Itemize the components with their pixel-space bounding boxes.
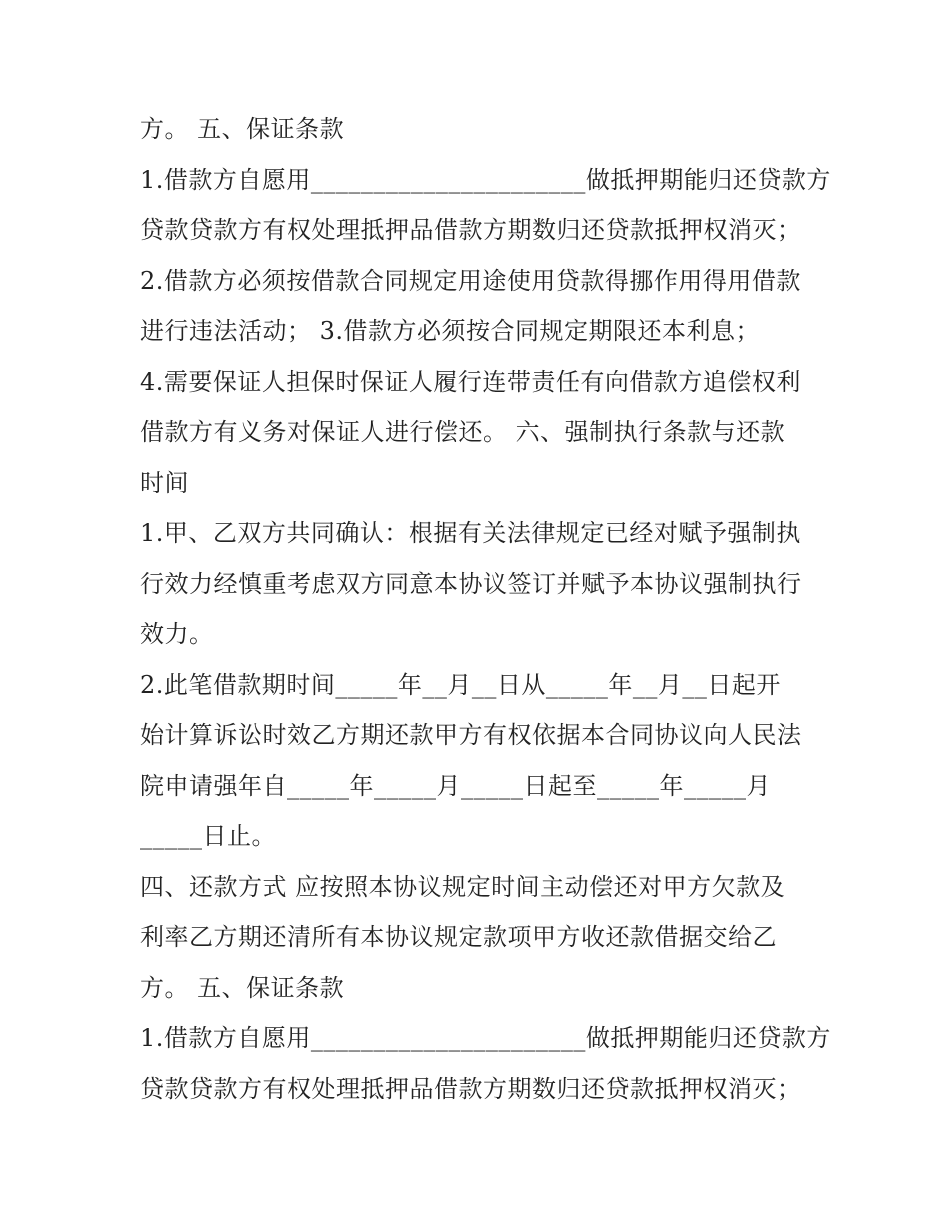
text-line: 贷款贷款方有权处理抵押品借款方期数归还贷款抵押权消灭；: [140, 216, 802, 244]
document-body: [140, 104, 831, 1114]
text-line: 方。 五、保证条款: [140, 973, 345, 1002]
text-line: 1.借款方自愿用______________________做抵押期能归还贷款方: [140, 1024, 831, 1052]
text-line: 4.需要保证人担保时保证人履行连带责任有向借款方追偿权利: [140, 367, 801, 396]
text-line: 行效力经慎重考虑双方同意本协议签订并赋予本协议强制执行: [140, 569, 802, 598]
text-line: 院申请强年自_____年_____月_____日起至_____年_____月: [140, 771, 771, 800]
text-line: _____日止。: [140, 822, 276, 850]
text-line: 借款方有义务对保证人进行偿还。 六、强制执行条款与还款: [140, 418, 786, 446]
text-line: 方。 五、保证条款: [140, 115, 345, 143]
text-line: 效力。: [140, 620, 214, 648]
text-line: 贷款贷款方有权处理抵押品借款方期数归还贷款抵押权消灭；: [140, 1074, 802, 1103]
text-line: 利率乙方期还清所有本协议规定款项甲方收还款借据交给乙: [140, 923, 777, 951]
text-line: 四、还款方式 应按照本协议规定时间主动偿还对甲方欠款及: [140, 872, 786, 901]
text-line: 进行违法活动； 3.借款方必须按合同规定期限还本利息；: [140, 317, 761, 345]
text-line: 2.借款方必须按借款合同规定用途使用贷款得挪作用得用借款: [140, 266, 801, 295]
text-line: 1.甲、乙双方共同确认：根据有关法律规定已经对赋予强制执: [140, 519, 801, 547]
text-line: 始计算诉讼时效乙方期还款甲方有权依据本合同协议向人民法: [140, 721, 802, 749]
text-line: 1.借款方自愿用______________________做抵押期能归还贷款方: [140, 165, 831, 194]
text-line: 2.此笔借款期时间_____年__月__日从_____年__月__日起开: [140, 670, 781, 699]
text-line: 时间: [140, 468, 189, 497]
